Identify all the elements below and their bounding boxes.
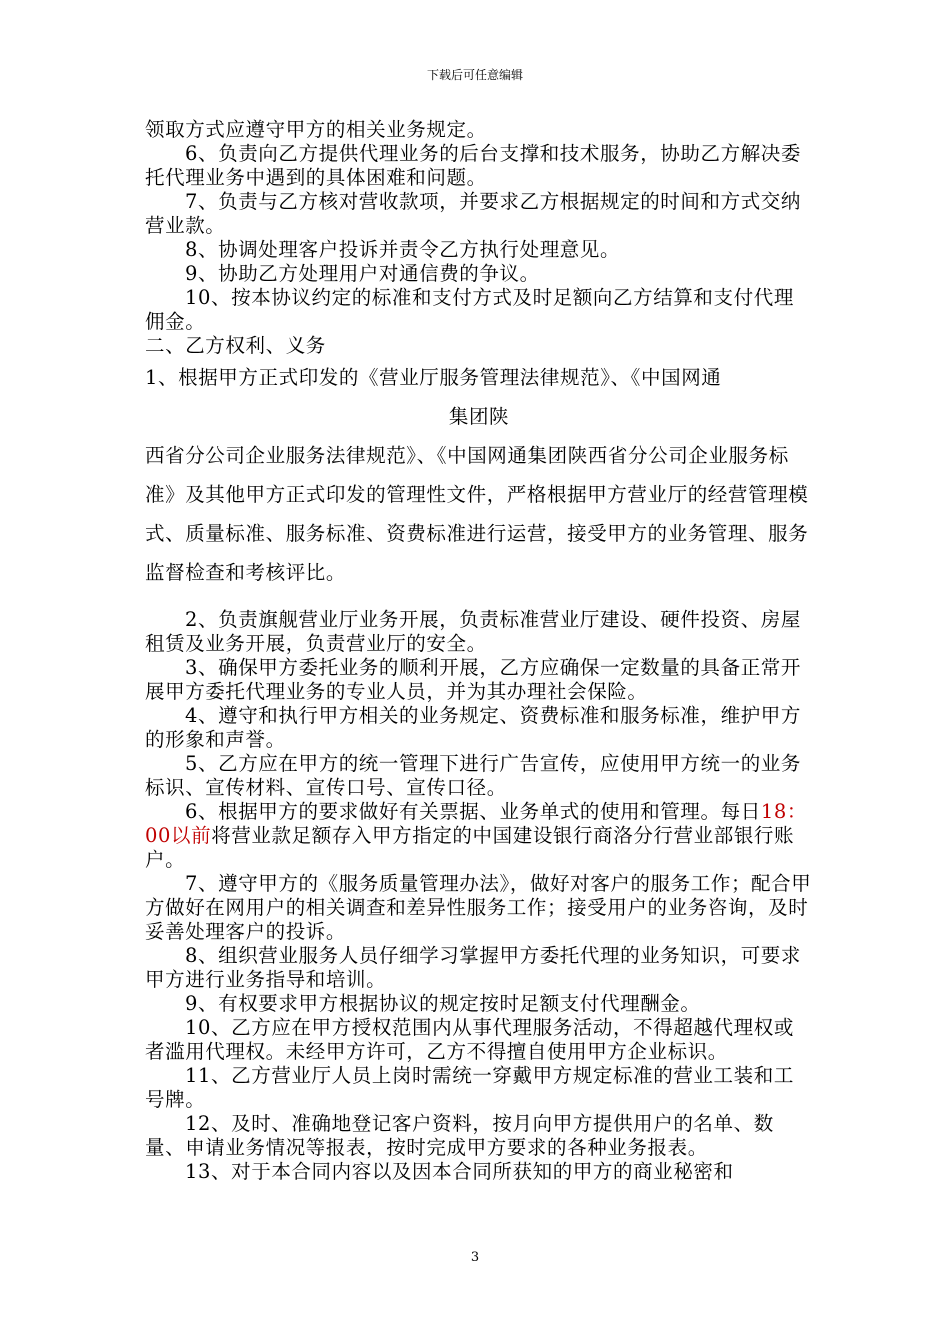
paragraph: 4、遵守和执行甲方相关的业务规定、资费标准和服务标准，维护甲方的形象和声誉。 xyxy=(145,704,802,751)
page-number: 3 xyxy=(470,1250,480,1265)
paragraph: 8、组织营业服务人员仔细学习掌握甲方委托代理的业务知识，可要求甲方进行业务指导和培训。 xyxy=(145,944,802,991)
paragraph: 13、对于本合同内容以及因本合同所获知的甲方的商业秘密和 xyxy=(185,1160,734,1183)
highlighted-time: 18：00以前 xyxy=(145,800,807,847)
paragraph: 10、按本协议约定的标准和支付方式及时足额向乙方结算和支付代理佣金。 xyxy=(145,286,794,333)
paragraph: 西省分公司企业服务法律规范》、《中国网通集团陕西省分公司企业服务标准》及其他甲方正式印发的管理性文件，严格根据甲方营业厅的经营管理模式、质量标准、服务标准、资费标准进行运营，接受甲方的业务管理、服务监督检查和考核评比。 xyxy=(145,444,809,584)
paragraph: 9、协助乙方处理用户对通信费的争议。 xyxy=(185,262,540,285)
paragraph: 12、及时、准确地登记客户资料，按月向甲方提供用户的名单、数量、申请业务情况等报表，按时完成甲方要求的各种业务报表。 xyxy=(145,1112,774,1159)
paragraph-text: 6、根据甲方的要求做好有关票据、业务单式的使用和管理。每日 xyxy=(185,800,761,823)
paragraph: 5、乙方应在甲方的统一管理下进行广告宣传，应使用甲方统一的业务标识、宣传材料、宣传口号、宣传口径。 xyxy=(145,752,802,799)
document-body xyxy=(145,118,813,1184)
paragraph: 集团陕 xyxy=(448,405,510,428)
paragraph xyxy=(145,800,813,872)
paragraph: 9、有权要求甲方根据协议的规定按时足额支付代理酬金。 xyxy=(185,992,701,1015)
paragraph: 7、负责与乙方核对营收款项，并要求乙方根据规定的时间和方式交纳营业款。 xyxy=(145,190,802,237)
paragraph: 1、根据甲方正式印发的《营业厅服务管理法律规范》、《中国网通 xyxy=(145,366,722,389)
paragraph: 8、协调处理客户投诉并责令乙方执行处理意见。 xyxy=(185,238,621,261)
paragraph: 3、确保甲方委托业务的顺利开展，乙方应确保一定数量的具备正常开展甲方委托代理业务的专业人员，并为其办理社会保险。 xyxy=(145,656,802,703)
page-header: 下载后可任意编辑 xyxy=(426,68,523,82)
paragraph-text: 将营业款足额存入甲方指定的中国建设银行商洛分行营业部银行账户。 xyxy=(145,824,795,871)
paragraph: 10、乙方应在甲方授权范围内从事代理服务活动，不得超越代理权或者滥用代理权。未经甲方许可，乙方不得擅自使用甲方企业标识。 xyxy=(145,1016,794,1063)
paragraph: 11、乙方营业厅人员上岗时需统一穿戴甲方规定标准的营业工装和工号牌。 xyxy=(145,1064,794,1111)
section-heading: 二、乙方权利、义务 xyxy=(145,334,326,357)
paragraph: 6、负责向乙方提供代理业务的后台支撑和技术服务，协助乙方解决委托代理业务中遇到的具体困难和问题。 xyxy=(145,142,802,189)
paragraph: 7、遵守甲方的《服务质量管理办法》，做好对客户的服务工作；配合甲方做好在网用户的相关调查和差异性服务工作；接受用户的业务咨询，及时妥善处理客户的投诉。 xyxy=(145,872,812,943)
paragraph: 领取方式应遵守甲方的相关业务规定。 xyxy=(145,118,487,141)
paragraph: 2、负责旗舰营业厅业务开展，负责标准营业厅建设、硬件投资、房屋租赁及业务开展，负责营业厅的安全。 xyxy=(145,608,802,655)
